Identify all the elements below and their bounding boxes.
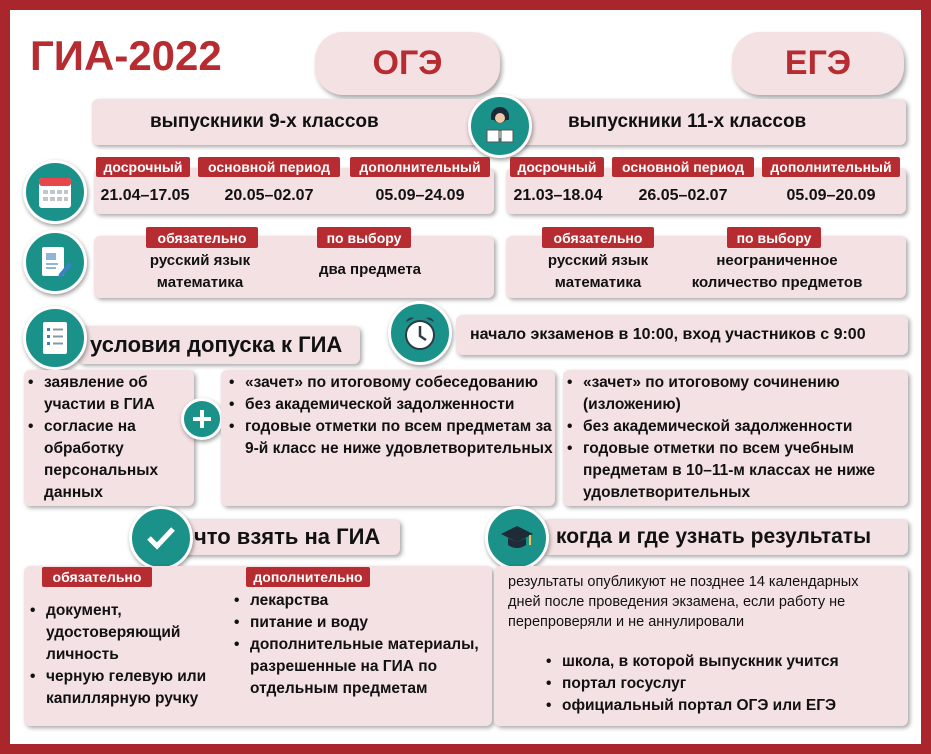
oge-period-early-dates: 21.04–17.05	[100, 187, 190, 204]
oge-period-main-dates: 20.05–02.07	[224, 187, 314, 204]
plus-icon	[181, 398, 223, 440]
ege-admission-list	[563, 372, 908, 504]
list-item: • официальный портал ОГЭ или ЕГЭ	[542, 695, 902, 717]
list-item: • без академической задолженности	[225, 394, 555, 416]
bring-title: что взять на ГИА	[194, 524, 381, 549]
list-item: • школа, в которой выпускник учится	[542, 651, 902, 673]
infographic-card	[10, 10, 921, 744]
oge-period-extra-tag: дополнительный	[350, 157, 490, 177]
bring-extra-tag: дополнительно	[246, 567, 370, 587]
ege-subject-math: математика	[554, 274, 642, 291]
list-item: • черную гелевую или капиллярную ручку	[26, 666, 236, 710]
calendar-icon	[23, 160, 87, 224]
alarm-clock-icon	[388, 301, 452, 365]
bring-extra-list	[230, 590, 485, 700]
ege-period-main-dates: 26.05–02.07	[638, 187, 728, 204]
ege-choice-line-2: количество предметов	[691, 274, 863, 291]
ege-graduates: выпускники 11-х классов	[568, 111, 807, 132]
bring-mandatory-list	[26, 600, 236, 710]
admission-common-list	[24, 372, 194, 504]
oge-period-main-tag: основной период	[198, 157, 340, 177]
oge-mandatory-subjects	[120, 250, 280, 294]
ege-choice-tag: по выбору	[727, 227, 821, 248]
oge-admission-panel	[221, 370, 555, 506]
ege-period-early-tag: досрочный	[510, 157, 604, 177]
list-item: • дополнительные материалы, разрешенные на ГИА по отдельным предметам	[230, 634, 485, 700]
list-item: • питание и воду	[230, 612, 485, 634]
ege-pill: ЕГЭ	[732, 32, 904, 95]
ege-mandatory-subjects	[518, 250, 678, 294]
graduation-cap-icon	[485, 506, 549, 570]
ege-subject-russian: русский язык	[547, 252, 649, 269]
ege-choice-line-1: неограниченное	[716, 252, 838, 269]
ege-period-extra-dates: 05.09–20.09	[786, 187, 876, 204]
results-note: результаты опубликуют не позднее 14 календарных дней после проведения экзамена, если работу не перепроверяли и не аннулировали	[508, 574, 859, 630]
oge-choice-text: два предмета	[318, 261, 422, 278]
ege-period-extra-tag: дополнительный	[762, 157, 900, 177]
list-item: • без академической задолженности	[563, 416, 908, 438]
list-item: • заявление об участии в ГИА	[24, 372, 194, 416]
oge-subject-russian: русский язык	[149, 252, 251, 269]
checklist-icon	[23, 306, 87, 370]
oge-period-extra-dates: 05.09–24.09	[375, 187, 465, 204]
exam-start-panel	[456, 315, 908, 355]
ege-choice-text	[672, 250, 882, 294]
oge-pill: ОГЭ	[315, 32, 500, 95]
exam-start-text: начало экзаменов в 10:00, вход участников с 9:00	[470, 326, 866, 343]
list-item: • годовые отметки по всем предметам за 9-й класс не ниже удовлетворительных	[225, 416, 555, 460]
ege-mandatory-tag: обязательно	[542, 227, 654, 248]
list-item: • портал госуслуг	[542, 673, 902, 695]
oge-subject-math: математика	[156, 274, 244, 291]
admission-title: условия допуска к ГИА	[90, 332, 343, 357]
results-title: когда и где узнать результаты	[556, 525, 872, 548]
oge-choice-tag: по выбору	[317, 227, 411, 248]
list-item: • лекарства	[230, 590, 485, 612]
ege-period-main-tag: основной период	[612, 157, 754, 177]
oge-graduates: выпускники 9-х классов	[150, 111, 379, 132]
list-item: • «зачет» по итоговому собеседованию	[225, 372, 555, 394]
list-item: • документ, удостоверяющий личность	[26, 600, 236, 666]
page-title: ГИА-2022	[30, 32, 222, 79]
list-item: • «зачет» по итоговому сочинению (изложению)	[563, 372, 908, 416]
oge-admission-list	[225, 372, 555, 460]
list-item: • согласие на обработку персональных данных	[24, 416, 194, 504]
list-item: • годовые отметки по всем учебным предметам в 10–11-м классах не ниже удовлетворительных	[563, 438, 908, 504]
bring-mandatory-tag: обязательно	[42, 567, 152, 587]
oge-period-early-tag: досрочный	[96, 157, 190, 177]
admission-common-panel	[24, 370, 194, 506]
document-edit-icon	[23, 230, 87, 294]
ege-period-early-dates: 21.03–18.04	[513, 187, 603, 204]
student-icon	[468, 94, 532, 158]
results-places-list	[542, 651, 902, 717]
oge-mandatory-tag: обязательно	[146, 227, 258, 248]
ege-admission-panel	[563, 370, 908, 506]
checkmark-icon	[129, 506, 193, 570]
